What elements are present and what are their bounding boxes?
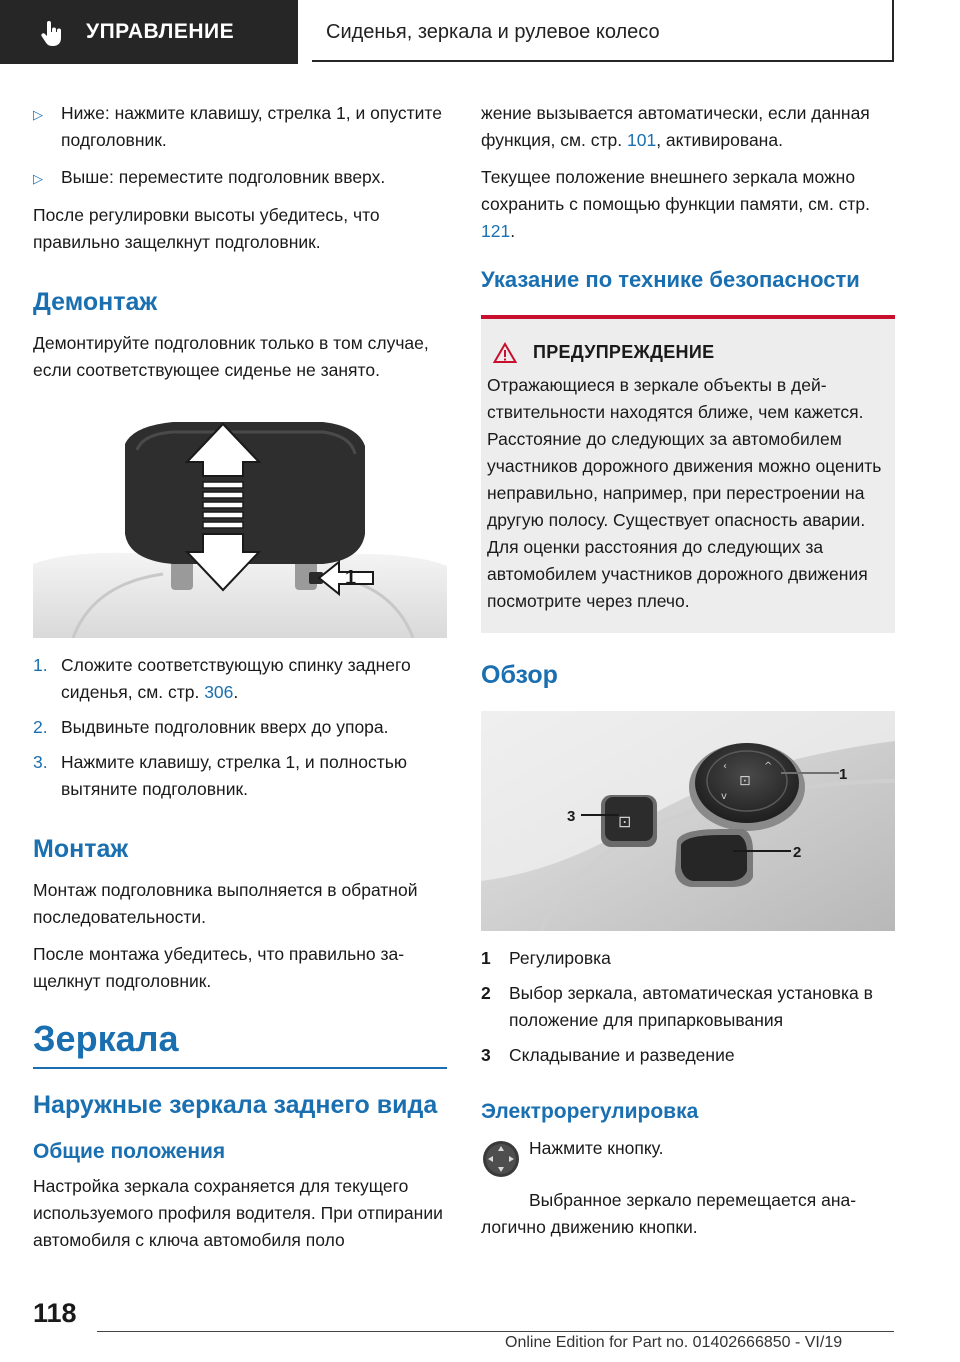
right-column — [481, 100, 895, 1251]
warning-text: Отражающиеся в зеркале объекты в действительности находятся ближе, чем кажется. Расстояние до следующих за автомобилем участников дорожного движения можно оценить неправильно, например, при перестроении на другую полосу. Существует опасность аварии. Для оценки расстояния до следующих за автомобилем участников дорожного движения посмотрите через плечо. — [487, 375, 882, 611]
step-text: Выдвиньте подголовник вверх до упора. — [61, 717, 389, 737]
warning-triangle-icon — [493, 342, 517, 364]
page-link-121[interactable]: 121 — [481, 221, 511, 241]
paragraph: После регулировки высоты убедитесь, что правильно защелкнут подголовник. — [33, 205, 380, 252]
figure-callout-1: 1 — [839, 766, 848, 783]
warning-box — [481, 315, 895, 633]
bullet-text: Выше: переместите подголовник вверх. — [61, 167, 386, 187]
heading-rule — [33, 1067, 447, 1069]
svg-text:⊡: ⊡ — [739, 773, 751, 789]
warning-title: ПРЕДУПРЕЖДЕНИЕ — [533, 342, 715, 362]
heading-overview: Обзор — [481, 661, 558, 689]
step-number: 3. — [33, 752, 48, 772]
bullet-text: Ниже: нажмите клавишу, стрелка 1, и опустите подголовник. — [61, 103, 442, 150]
section-tab — [0, 0, 298, 64]
heading-outside-mirrors: Наружные зеркала заднего вида — [33, 1091, 438, 1119]
hand-pointer-icon — [38, 20, 66, 48]
step-text: Сложите соответствующую спинку заднего сиденья, см. стр. — [61, 655, 411, 702]
legend-text: Регулировка — [509, 948, 611, 968]
figure-callout-3: 3 — [567, 808, 576, 825]
legend-number: 1 — [481, 948, 491, 968]
page-link-101[interactable]: 101 — [627, 130, 657, 150]
bullet-item — [33, 164, 447, 192]
figure-callout-2: 2 — [793, 844, 802, 861]
triangle-bullet-icon: ▷ — [33, 107, 43, 122]
page-header — [0, 0, 960, 66]
heading-safety: Указание по технике безопасности — [481, 267, 860, 292]
electric-adjust-block — [481, 1135, 895, 1187]
paragraph: После монтажа убедитесь, что правильно защелкнут подголовник. — [33, 944, 405, 991]
headrest-illustration — [33, 414, 447, 638]
figure-callout-1: 1 — [345, 567, 357, 589]
step-item — [33, 714, 447, 741]
paragraph: Монтаж подголовника выполняется в обратной последовательности. — [33, 880, 418, 927]
legend-item — [481, 980, 895, 1034]
legend-text: Складывание и разведение — [509, 1045, 735, 1065]
step-number: 2. — [33, 717, 48, 737]
heading-mirrors: Зеркала — [33, 1018, 179, 1059]
page-number: 118 — [33, 1298, 77, 1328]
left-column — [33, 100, 447, 1264]
heading-general: Общие положения — [33, 1140, 226, 1163]
step-item: 1. Сложите соответствующую спинку заднего сиденья, см. стр. 306. — [33, 652, 447, 706]
paragraph: Текущее положение внешнего зеркала можно сохранить с помощью функции памяти, см. стр. 121. — [481, 167, 871, 241]
edition-note: Online Edition for Part no. 01402666850 - VI/19 — [505, 1334, 843, 1351]
bullet-item — [33, 100, 447, 154]
chapter-title: Сиденья, зеркала и рулевое колесо — [326, 21, 660, 43]
legend-item — [481, 945, 895, 972]
headrest-figure — [33, 414, 447, 638]
legend-item — [481, 1042, 895, 1069]
mirror-joystick-icon — [481, 1139, 529, 1187]
svg-text:v: v — [721, 791, 727, 802]
page-link-306[interactable]: 306 — [204, 682, 234, 702]
triangle-bullet-icon: ▷ — [33, 171, 43, 186]
legend-number: 3 — [481, 1045, 491, 1065]
svg-text:‹: ‹ — [723, 761, 727, 772]
paragraph: жение вызывается автоматически, если данная функция, см. стр. 101, активирована. — [481, 103, 870, 150]
mirror-control-illustration — [481, 711, 895, 931]
heading-removal: Демонтаж — [33, 288, 158, 316]
legend-text: Выбор зеркала, автоматическая установка в положение для припарковывания — [509, 983, 873, 1030]
heading-electric: Электрорегулировка — [481, 1100, 699, 1123]
paragraph: Настройка зеркала сохраняется для текущего используемого профиля водителя. При отпирании автомобиля с ключа автомобиля поло — [33, 1176, 443, 1250]
mirror-control-figure — [481, 711, 895, 931]
footer-rule — [97, 1331, 894, 1332]
svg-text:⊡: ⊡ — [618, 812, 632, 831]
paragraph: Нажмите кнопку. — [529, 1138, 664, 1158]
paragraph: Демонтируйте подголовник только в том случае, если соответствующее сиденье не занято. — [33, 333, 429, 380]
legend-number: 2 — [481, 983, 491, 1003]
heading-install: Монтаж — [33, 835, 129, 863]
section-title: УПРАВЛЕНИЕ — [86, 20, 235, 43]
svg-text:^: ^ — [764, 761, 773, 772]
chapter-tab — [312, 0, 894, 62]
step-item — [33, 749, 447, 803]
step-text: Нажмите клавишу, стрелка 1, и полностью вытяните подголовник. — [61, 752, 407, 799]
paragraph: Выбранное зеркало перемещается аналогично движению кнопки. — [481, 1190, 857, 1237]
step-number: 1. — [33, 655, 48, 675]
warning-header — [487, 339, 887, 366]
